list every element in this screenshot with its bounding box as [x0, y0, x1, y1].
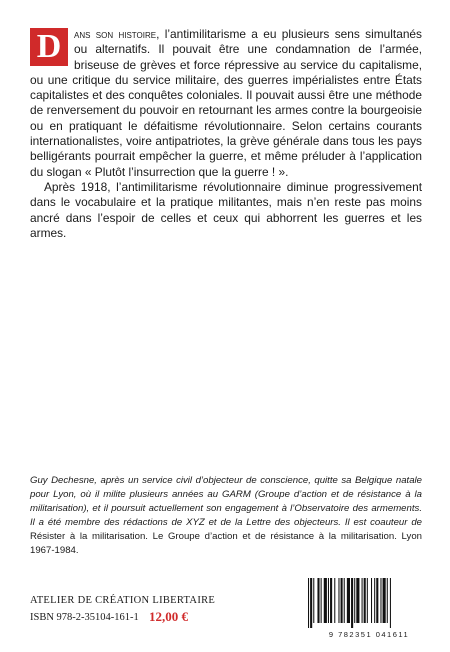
- author-bio-title: Résister à la militarisation. Le Groupe d’action et de résistance à la militarisation. Lyon 1967-1984.: [30, 530, 422, 556]
- barcode-bar: [371, 578, 372, 623]
- barcode-bar: [313, 578, 314, 623]
- barcode-bar: [344, 578, 345, 623]
- barcode-bar: [308, 578, 309, 628]
- publisher-name: ATELIER DE CRÉATION LIBERTAIRE: [30, 595, 216, 606]
- paragraph-1-body: , l’antimilitarisme a eu plusieurs sens simultanés ou alternatifs. Il pouvait être une condamnation de l’armée, briseuse de grèves et force répressive au service du capitalisme, ou une critique du service militaire, des guerres impérialistes entre États capitalistes et des conquêtes coloniales. Il pouvait aussi être une méthode de renversement du pouvoir en retournant les armes contre la bourgeoisie ou en pratiquant le défaitisme révolutionnaire. Selon certains courants internationalistes, voire antipatriotes, la grève générale dans tous les pays belligérants pourrait empêcher la guerre, et même préluder à l’application du slogan « Plutôt l’insurrection que la guerre ! ».: [30, 27, 422, 179]
- summary-paragraph-1: [30, 27, 422, 180]
- barcode-bar: [347, 578, 350, 623]
- barcode-bar: [362, 578, 363, 623]
- barcode-bar: [330, 578, 332, 623]
- barcode-bar: [351, 578, 353, 628]
- barcode-bar: [364, 578, 366, 623]
- barcode-bar: [334, 578, 335, 623]
- barcode-bar: [328, 578, 329, 623]
- lead-in-small-caps: ans son histoire: [74, 27, 157, 41]
- barcode-bar: [321, 578, 322, 623]
- barcode-bar: [354, 578, 355, 623]
- barcode-icon: [304, 578, 434, 628]
- barcode-bar: [374, 578, 375, 623]
- barcode-bar: [310, 578, 312, 628]
- barcode-bar: [341, 578, 343, 623]
- price-label: 12,00 €: [149, 609, 188, 624]
- barcode-bar: [387, 578, 388, 623]
- barcode-bar: [317, 578, 319, 623]
- barcode-bar: [380, 578, 381, 623]
- author-bio: [30, 474, 422, 557]
- barcode-bar: [376, 578, 378, 623]
- barcode-bar: [367, 578, 368, 623]
- author-bio-italic: Guy Dechesne, après un service civil d’objecteur de conscience, quitte sa Belgique natale pour Lyon, où il milite plusieurs années au GARM (Groupe d’action et de résistance à la militarisation), et il poursuit actuellement son engagement à l’Observatoire des armements. Il a été membre des rédactions de XYZ et de la Lettre des objecteurs. Il est coauteur de: [30, 475, 422, 528]
- isbn-text: ISBN 978-2-35104-161-1: [30, 612, 139, 623]
- barcode-number: 9 782351 041611: [328, 630, 410, 639]
- summary-paragraph-2: Après 1918, l’antimilitarisme révolutionnaire diminue progressivement dans le vocabulaire et la pratique militantes, mais n’en reste pas moins ancré dans l’espoir de celles et ceux qui abhorrent les guerres et les armes.: [30, 179, 422, 240]
- barcode-bar: [390, 578, 391, 628]
- barcode-bar: [338, 578, 339, 623]
- drop-cap: D: [30, 28, 68, 66]
- barcode-bar: [324, 578, 327, 623]
- barcode-bar: [383, 578, 386, 623]
- summary-text: [30, 27, 422, 241]
- barcode-bar: [356, 578, 359, 623]
